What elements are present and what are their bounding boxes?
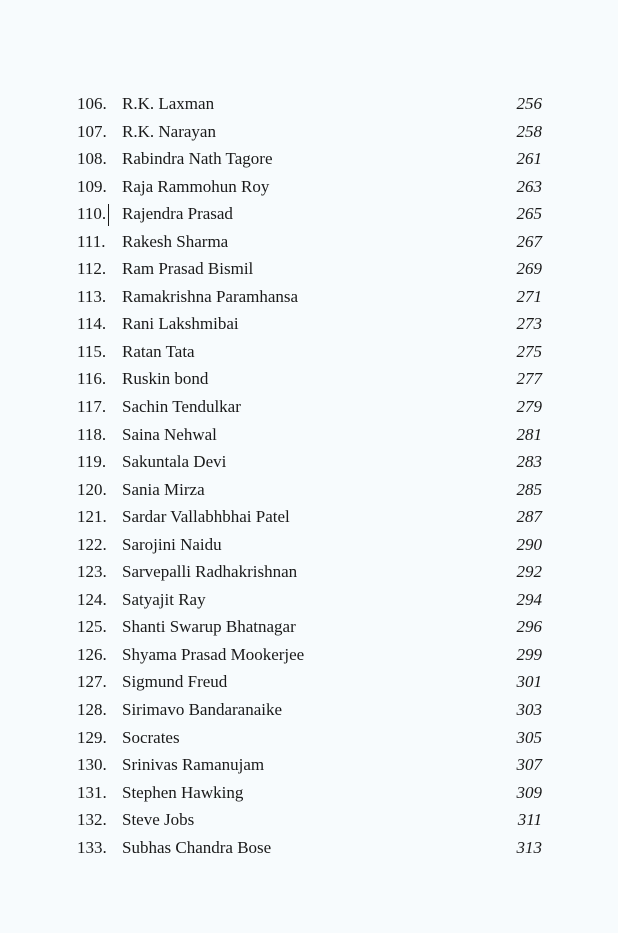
entry-page-number: 307 bbox=[516, 755, 542, 775]
entry-page-number: 279 bbox=[516, 397, 542, 417]
entry-title: Sarvepalli Radhakrishnan bbox=[122, 562, 298, 582]
toc-entry[interactable] bbox=[0, 393, 618, 421]
entry-title: Srinivas Ramanujam bbox=[122, 755, 265, 775]
toc-entry[interactable] bbox=[0, 641, 618, 669]
entry-number: 129. bbox=[77, 727, 107, 747]
toc-entry[interactable] bbox=[0, 200, 618, 228]
entry-number: 119. bbox=[77, 452, 107, 472]
toc-entry[interactable] bbox=[0, 586, 618, 614]
entry-page-number: 273 bbox=[516, 314, 542, 334]
entry-title: Sachin Tendulkar bbox=[122, 397, 241, 417]
entry-title: Rabindra Nath Tagore bbox=[122, 149, 273, 169]
entry-page-number: 269 bbox=[516, 259, 542, 279]
entry-number: 112. bbox=[77, 259, 107, 279]
entry-number: 131. bbox=[77, 782, 107, 802]
entry-title: Rani Lakshmibai bbox=[122, 314, 239, 334]
entry-page-number: 265 bbox=[516, 204, 542, 224]
entry-page-number: 271 bbox=[516, 286, 542, 306]
entry-page-number: 277 bbox=[516, 369, 542, 389]
toc-entry[interactable] bbox=[0, 338, 618, 366]
toc-entry[interactable] bbox=[0, 145, 618, 173]
entry-page-number: 258 bbox=[516, 121, 542, 141]
entry-page-number: 283 bbox=[516, 452, 542, 472]
entry-page-number: 294 bbox=[516, 589, 542, 609]
entry-title: Shanti Swarup Bhatnagar bbox=[122, 617, 296, 637]
entry-number: 124. bbox=[77, 589, 107, 609]
toc-entry[interactable] bbox=[0, 531, 618, 559]
entry-title: Sardar Vallabhbhai Patel bbox=[122, 507, 290, 527]
entry-page-number: 292 bbox=[516, 562, 542, 582]
toc-entry[interactable] bbox=[0, 834, 618, 862]
entry-number: 125. bbox=[77, 617, 107, 637]
entry-page-number: 267 bbox=[516, 231, 542, 251]
toc-entry[interactable] bbox=[0, 173, 618, 201]
entry-title: Ruskin bond bbox=[122, 369, 209, 389]
entry-number: 114. bbox=[77, 314, 107, 334]
entry-page-number: 275 bbox=[516, 341, 542, 361]
entry-title: Steve Jobs bbox=[122, 810, 195, 830]
entry-title: Saina Nehwal bbox=[122, 424, 217, 444]
entry-title: Ratan Tata bbox=[122, 341, 195, 361]
entry-number: 117. bbox=[77, 397, 107, 417]
entry-page-number: 296 bbox=[516, 617, 542, 637]
toc-entry[interactable] bbox=[0, 283, 618, 311]
entry-title: Rajendra Prasad bbox=[122, 204, 233, 224]
entry-number: 128. bbox=[77, 700, 107, 720]
toc-entry[interactable] bbox=[0, 228, 618, 256]
toc-entry[interactable] bbox=[0, 668, 618, 696]
toc-entry[interactable] bbox=[0, 476, 618, 504]
entry-title: Sakuntala Devi bbox=[122, 452, 227, 472]
entry-title: Ramakrishna Paramhansa bbox=[122, 286, 299, 306]
entry-number: 115. bbox=[77, 341, 107, 361]
table-of-contents bbox=[0, 90, 618, 861]
entry-title: Subhas Chandra Bose bbox=[122, 837, 272, 857]
entry-number: 113. bbox=[77, 286, 107, 306]
toc-entry[interactable] bbox=[0, 558, 618, 586]
entry-number: 123. bbox=[77, 562, 107, 582]
entry-title: R.K. Narayan bbox=[122, 121, 216, 141]
entry-title: Shyama Prasad Mookerjee bbox=[122, 644, 305, 664]
entry-number: 109. bbox=[77, 176, 107, 196]
text-cursor bbox=[108, 204, 109, 226]
entry-title: Sirimavo Bandaranaike bbox=[122, 700, 283, 720]
entry-number: 116. bbox=[77, 369, 107, 389]
entry-page-number: 261 bbox=[516, 149, 542, 169]
toc-entry[interactable] bbox=[0, 310, 618, 338]
entry-title: Sarojini Naidu bbox=[122, 534, 222, 554]
entry-number: 126. bbox=[77, 644, 107, 664]
entry-number: 110. bbox=[77, 204, 107, 224]
entry-number: 121. bbox=[77, 507, 107, 527]
entry-page-number: 285 bbox=[516, 479, 542, 499]
entry-page-number: 299 bbox=[516, 644, 542, 664]
entry-page-number: 311 bbox=[517, 810, 542, 830]
entry-number: 111. bbox=[77, 231, 106, 251]
entry-page-number: 256 bbox=[516, 94, 542, 113]
toc-entry[interactable] bbox=[0, 806, 618, 834]
entry-page-number: 263 bbox=[516, 176, 542, 196]
entry-number: 108. bbox=[77, 149, 107, 169]
entry-number: 120. bbox=[77, 479, 107, 499]
entry-title: R.K. Laxman bbox=[122, 94, 215, 113]
toc-entry[interactable] bbox=[0, 613, 618, 641]
entry-title: Ram Prasad Bismil bbox=[122, 259, 254, 279]
entry-title: Stephen Hawking bbox=[122, 782, 244, 802]
toc-entry[interactable] bbox=[0, 90, 618, 118]
entry-number: 118. bbox=[77, 424, 107, 444]
entry-page-number: 309 bbox=[516, 782, 542, 802]
entry-page-number: 290 bbox=[516, 534, 542, 554]
toc-entry[interactable] bbox=[0, 779, 618, 807]
toc-entry[interactable] bbox=[0, 503, 618, 531]
entry-page-number: 313 bbox=[516, 837, 542, 857]
toc-entry[interactable] bbox=[0, 365, 618, 393]
entry-number: 107. bbox=[77, 121, 107, 141]
toc-entry[interactable] bbox=[0, 696, 618, 724]
entry-title: Sania Mirza bbox=[122, 479, 205, 499]
entry-title: Sigmund Freud bbox=[122, 672, 228, 692]
toc-entry[interactable] bbox=[0, 448, 618, 476]
entry-number: 127. bbox=[77, 672, 107, 692]
entry-number: 122. bbox=[77, 534, 107, 554]
toc-entry[interactable] bbox=[0, 421, 618, 449]
entry-page-number: 303 bbox=[516, 700, 542, 720]
entry-title: Raja Rammohun Roy bbox=[122, 176, 270, 196]
entry-number: 106. bbox=[77, 94, 107, 113]
entry-number: 133. bbox=[77, 837, 107, 857]
entry-number: 132. bbox=[77, 810, 107, 830]
entry-page-number: 287 bbox=[516, 507, 542, 527]
entry-title: Socrates bbox=[122, 727, 180, 747]
entry-title: Rakesh Sharma bbox=[122, 231, 229, 251]
entry-page-number: 281 bbox=[516, 424, 542, 444]
entry-number: 130. bbox=[77, 755, 107, 775]
entry-page-number: 305 bbox=[516, 727, 542, 747]
toc-entry[interactable] bbox=[0, 751, 618, 779]
toc-entry[interactable] bbox=[0, 118, 618, 146]
entry-title: Satyajit Ray bbox=[122, 589, 206, 609]
toc-entry[interactable] bbox=[0, 724, 618, 752]
entry-page-number: 301 bbox=[516, 672, 542, 692]
toc-entry[interactable] bbox=[0, 255, 618, 283]
